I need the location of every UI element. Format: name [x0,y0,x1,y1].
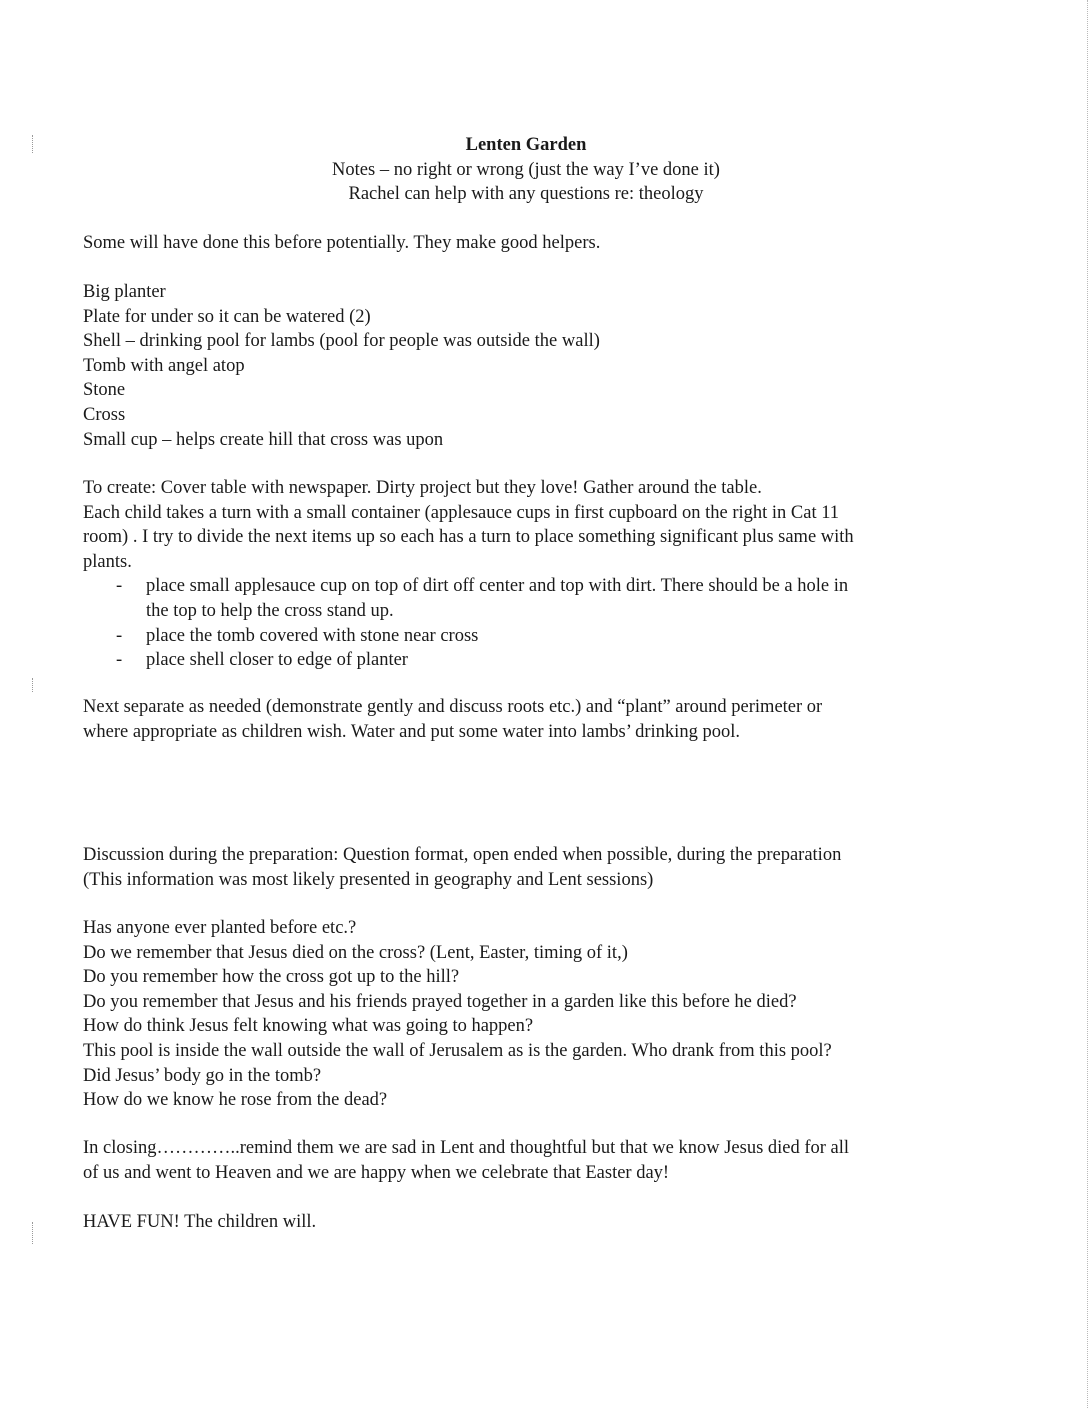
bullet-dash: - [116,625,123,646]
document-header [0,133,1052,207]
question-item: Did Jesus’ body go in the tomb? [83,1065,322,1086]
questions-list [83,916,993,1113]
bullet-dash: - [116,576,123,597]
discussion-line: (This information was most likely presented in geography and Lent sessions) [83,869,654,890]
question-item: Has anyone ever planted before etc.? [83,918,357,938]
next-line: where appropriate as children wish. Water and put some water into lambs’ drinking pool. [83,721,740,742]
discussion-paragraph [83,843,993,892]
create-step [83,624,993,649]
create-step [83,574,993,623]
create-step [83,648,993,673]
closing-line: In closing…………..remind them we are sad in Lent and thoughtful but that we know Jesus died for all [83,1138,850,1158]
document-subtitle-2: Rachel can help with any questions re: theology [348,184,704,205]
signoff-paragraph [83,1210,993,1235]
create-step-line: place small applesauce cup on top of dirt off center and top with dirt. There should be a hole in [146,576,849,597]
closing-paragraph [83,1136,993,1185]
materials-item: Big planter [83,282,166,302]
document-subtitle-1: Notes – no right or wrong (just the way I’ve done it) [332,159,720,180]
signoff-line: HAVE FUN! The children will. [83,1212,317,1232]
question-item: How do think Jesus felt knowing what was going to happen? [83,1016,534,1037]
create-step-line: place shell closer to edge of planter [146,650,408,671]
create-step-line: the top to help the cross stand up. [146,600,394,621]
materials-item: Tomb with angel atop [83,355,245,376]
question-item: How do we know he rose from the dead? [83,1090,388,1111]
create-step-line: place the tomb covered with stone near cross [146,625,479,646]
bullet-dash: - [116,650,123,671]
create-line: To create: Cover table with newspaper. Dirty project but they love! Gather around the table. [83,478,762,498]
next-line: Next separate as needed (demonstrate gently and discuss roots etc.) and “plant” around perimeter or [83,697,823,717]
intro-paragraph [83,231,993,256]
materials-item: Shell – drinking pool for lambs (pool for people was outside the wall) [83,331,600,352]
discussion-line: Discussion during the preparation: Question format, open ended when possible, during the preparation [83,845,842,865]
closing-line: of us and went to Heaven and we are happy when we celebrate that Easter day! [83,1162,670,1183]
next-paragraph [83,695,993,744]
document-title: Lenten Garden [465,135,587,155]
question-item: Do we remember that Jesus died on the cross? (Lent, Easter, timing of it,) [83,942,628,963]
materials-item: Stone [83,380,126,401]
create-line: plants. [83,551,132,572]
margin-speck [32,678,36,692]
question-item: This pool is inside the wall outside the wall of Jerusalem as is the garden. Who drank from this pool? [83,1040,832,1061]
scan-edge [1081,0,1088,1408]
question-item: Do you remember how the cross got up to the hill? [83,967,460,988]
materials-item: Small cup – helps create hill that cross was upon [83,429,444,450]
materials-item: Plate for under so it can be watered (2) [83,306,371,327]
materials-item: Cross [83,404,126,425]
materials-list [83,280,993,452]
create-steps [83,574,993,672]
create-section [83,476,993,673]
intro-line: Some will have done this before potentially. They make good helpers. [83,233,601,253]
create-line: room) . I try to divide the next items up so each has a turn to place something significant plus same with [83,527,854,548]
margin-speck [32,1222,36,1244]
create-line: Each child takes a turn with a small container (applesauce cups in first cupboard on the right in Cat 11 [83,502,840,523]
question-item: Do you remember that Jesus and his friends prayed together in a garden like this before he died? [83,991,797,1012]
